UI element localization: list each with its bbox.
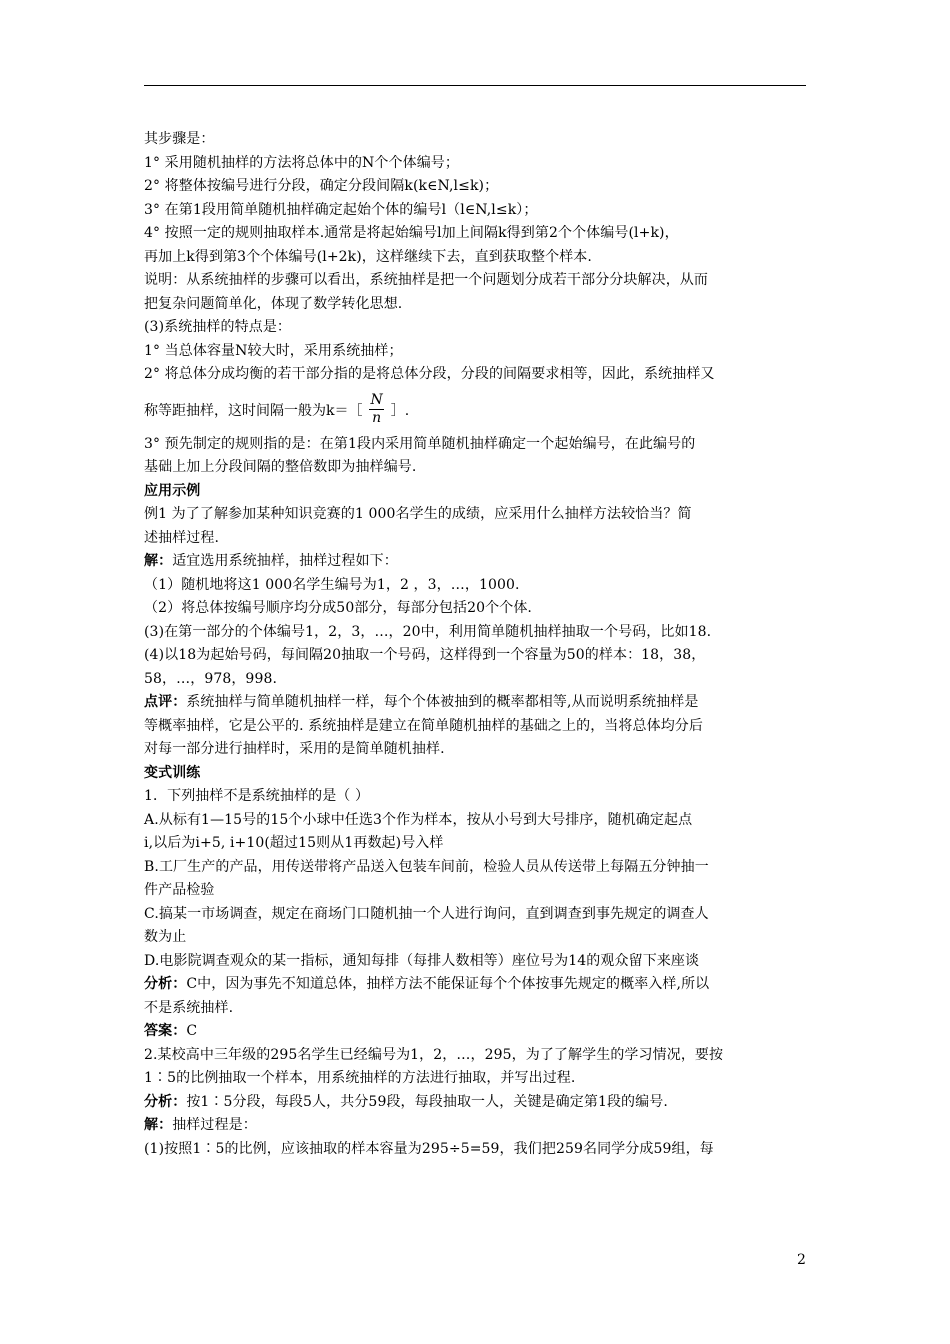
text-line: 3° 预先制定的规则指的是：在第1段内采用简单随机抽样确定一个起始编号，在此编号的	[144, 435, 696, 452]
text-line: 基础上加上分段间隔的整倍数即为抽样编号.	[144, 459, 417, 475]
text-line: 其步骤是：	[144, 131, 215, 147]
text-line: 把复杂问题简单化，体现了数学转化思想.	[144, 295, 403, 312]
section-heading: 变式训练	[144, 764, 201, 781]
label: 分析：	[144, 976, 187, 992]
text-line: 件产品检验	[144, 882, 215, 898]
text-fragment: 系统抽样与简单随机抽样一样，每个个体被抽到的概率都相等,从而说明系统抽样是	[186, 694, 699, 710]
text-fragment: 称等距抽样，这时间隔一般为k＝［	[144, 402, 363, 419]
text-line	[144, 691, 809, 715]
text-line: 对每一部分进行抽样时，采用的是简单随机抽样.	[144, 741, 445, 757]
fraction-numerator: N	[370, 392, 383, 408]
header-rule	[144, 85, 806, 86]
label: 解：	[144, 553, 173, 569]
text-line: i,以后为i+5, i+10(超过15则从1再数起)号入样	[144, 835, 444, 851]
text-line: D.电影院调查观众的某一指标，通知每排（每排人数相等）座位号为14的观众留下来座谈	[144, 952, 700, 969]
text-line: 2.某校高中三年级的295名学生已经编号为1，2，…，295，为了了解学生的学习情况，要按	[144, 1046, 724, 1063]
text-line: (4)以18为起始号码，每间隔20抽取一个号码，这样得到一个容量为50的样本：18，38，	[144, 647, 706, 663]
text-line: 再加上k得到第3个个体编号(l+2k)，这样继续下去，直到获取整个样本.	[144, 248, 592, 265]
text-line: B.工厂生产的产品，用传送带将产品送入包装车间前，检验人员从传送带上每隔五分钟抽一	[144, 858, 709, 875]
text-fragment: 适宜选用系统抽样，抽样过程如下：	[172, 553, 398, 569]
text-line: （1）随机地将这1 000名学生编号为1，2 ，3，…，1000.	[144, 576, 520, 593]
label: 答案：	[144, 1023, 187, 1039]
fraction	[368, 392, 384, 427]
text-line: (3)在第一部分的个体编号1，2，3，…，20中，利用简单随机抽样抽取一个号码，比如18.	[144, 623, 712, 640]
section-heading: 应用示例	[144, 482, 201, 499]
text-line: 等概率抽样，它是公平的. 系统抽样是建立在简单随机抽样的基础之上的，当将总体均分后	[144, 717, 703, 734]
document-body	[144, 128, 809, 1161]
fraction-denominator: n	[369, 409, 384, 427]
text-line: 2° 将整体按编号进行分段，确定分段间隔k(k∈N,l≤k)；	[144, 178, 499, 194]
text-line: 58，…，978，998.	[144, 670, 278, 687]
text-line: 述抽样过程.	[144, 529, 220, 546]
text-fragment: C中，因为事先不知道总体，抽样方法不能保证每个个体按事先规定的概率入样,所以	[186, 976, 710, 992]
text-fragment: C	[186, 1023, 198, 1039]
formula-line	[144, 387, 809, 433]
text-fragment: 抽样过程是：	[172, 1117, 257, 1133]
text-line: C.搞某一市场调查，规定在商场门口随机抽一个人进行询问，直到调查到事先规定的调查人	[144, 905, 709, 922]
text-line: 4° 按照一定的规则抽取样本.通常是将起始编号l加上间隔k得到第2个个体编号(l+k)，	[144, 225, 679, 241]
page-number: 2	[797, 1252, 806, 1268]
text-line: 1° 采用随机抽样的方法将总体中的N个个体编号；	[144, 154, 460, 171]
text-line: 2° 将总体分成均衡的若干部分指的是将总体分段，分段的间隔要求相等，因此，系统抽样又	[144, 366, 715, 382]
text-line: A.从标有1—15号的15个小球中任选3个作为样本，按从小号到大号排序，随机确定起点	[144, 811, 693, 828]
text-line: 1° 当总体容量N较大时，采用系统抽样；	[144, 342, 403, 359]
text-line	[144, 1020, 809, 1044]
label: 点评：	[144, 694, 187, 710]
text-fragment: 按1∶5分段，每段5人，共分59段，每段抽取一人，关键是确定第1段的编号.	[186, 1093, 668, 1110]
text-line: 说明：从系统抽样的步骤可以看出，系统抽样是把一个问题划分成若干部分分块解决，从而	[144, 272, 708, 288]
text-fragment: ］.	[390, 402, 410, 419]
text-line	[144, 1091, 809, 1115]
text-line: (3)系统抽样的特点是：	[144, 319, 292, 335]
text-line: 不是系统抽样.	[144, 999, 234, 1016]
label: 解：	[144, 1117, 173, 1133]
text-line: （2）将总体按编号顺序均分成50部分，每部分包括20个个体.	[144, 600, 532, 616]
text-line: 例1 为了了解参加某种知识竞赛的1 000名学生的成绩，应采用什么抽样方法较恰当？简	[144, 506, 692, 522]
label: 分析：	[144, 1093, 187, 1110]
text-line: 1．下列抽样不是系统抽样的是（ ）	[144, 788, 370, 804]
text-line: 1∶5的比例抽取一个样本，用系统抽样的方法进行抽取，并写出过程.	[144, 1070, 576, 1086]
text-line: 3° 在第1段用简单随机抽样确定起始个体的编号l（l∈N,l≤k）；	[144, 201, 538, 218]
text-line	[144, 1114, 809, 1138]
text-line: (1)按照1∶5的比例，应该抽取的样本容量为295÷5=59，我们把259名同学分成59组，每	[144, 1140, 714, 1157]
text-line	[144, 550, 809, 574]
text-line: 数为止	[144, 929, 187, 945]
text-line	[144, 973, 809, 997]
